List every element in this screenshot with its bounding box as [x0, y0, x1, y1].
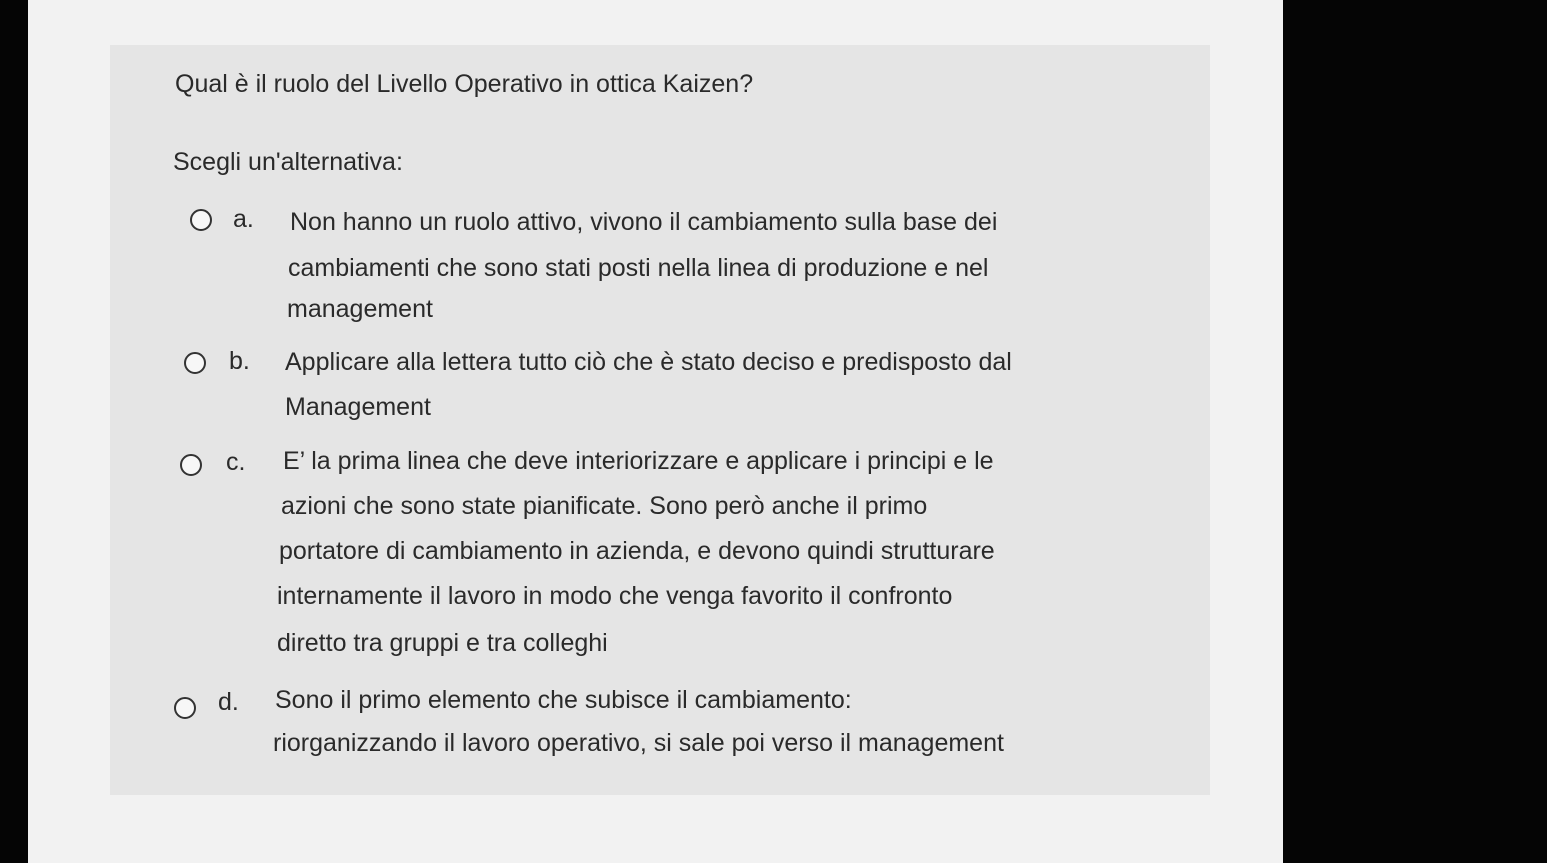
option-letter-b: b. — [229, 347, 250, 375]
radio-button-a[interactable] — [190, 209, 212, 231]
option-text-c-line-5: diretto tra gruppi e tra colleghi — [277, 629, 608, 657]
radio-button-d[interactable] — [174, 697, 196, 719]
option-text-c-line-3: portatore di cambiamento in azienda, e devono quindi strutturare — [279, 537, 995, 565]
option-text-a-line-2: cambiamenti che sono stati posti nella linea di produzione e nel — [288, 254, 989, 282]
option-letter-d: d. — [218, 688, 239, 716]
option-text-c-line-1: E’ la prima linea che deve interiorizzare e applicare i principi e le — [283, 447, 994, 475]
option-text-c-line-4: internamente il lavoro in modo che venga favorito il confronto — [277, 582, 953, 610]
option-text-b-line-2: Management — [285, 393, 431, 421]
option-text-b-line-1: Applicare alla lettera tutto ciò che è stato deciso e predisposto dal — [285, 348, 1012, 376]
radio-button-b[interactable] — [184, 352, 206, 374]
option-text-a-line-1: Non hanno un ruolo attivo, vivono il cambiamento sulla base dei — [290, 208, 998, 236]
option-letter-a: a. — [233, 205, 254, 233]
option-text-d-line-1: Sono il primo elemento che subisce il cambiamento: — [275, 686, 852, 714]
option-text-a-line-3: management — [287, 295, 433, 323]
option-letter-c: c. — [226, 448, 246, 476]
option-text-c-line-2: azioni che sono state pianificate. Sono però anche il primo — [281, 492, 928, 520]
option-text-d-line-2: riorganizzando il lavoro operativo, si sale poi verso il management — [273, 729, 1004, 757]
answer-prompt: Scegli un'alternativa: — [173, 148, 403, 176]
radio-button-c[interactable] — [180, 454, 202, 476]
question-text: Qual è il ruolo del Livello Operativo in ottica Kaizen? — [175, 70, 754, 98]
